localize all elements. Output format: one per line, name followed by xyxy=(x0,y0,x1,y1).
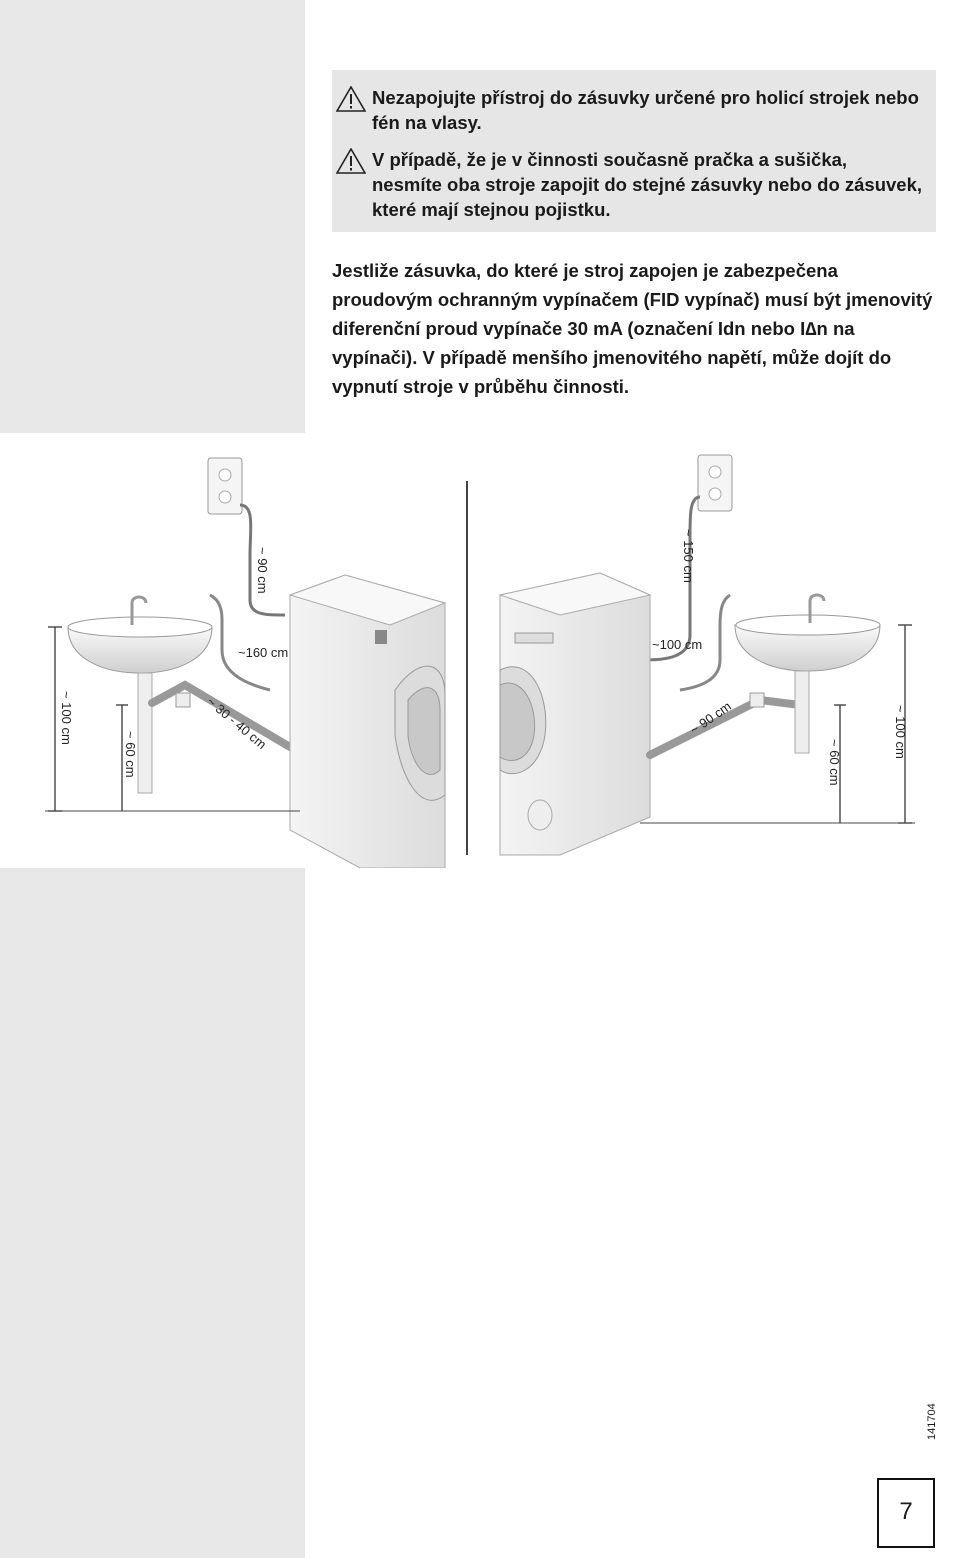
page-number: 7 xyxy=(899,1498,913,1525)
right-installation xyxy=(500,455,915,855)
page-number-box xyxy=(877,1478,935,1548)
left-sink-height-label: ~ 100 cm xyxy=(59,691,74,745)
right-sink-height-label: ~ 100 cm xyxy=(893,705,908,759)
warning-triangle-icon xyxy=(336,86,366,112)
washing-machine-icon xyxy=(290,575,445,868)
right-cable-length-label: ~100 cm xyxy=(652,637,703,652)
left-socket-height-label: ~ 90 cm xyxy=(255,547,270,594)
document-code: 141704 xyxy=(926,1403,938,1440)
sidebar-bottom xyxy=(0,868,305,1558)
body-paragraph: Jestliže zásuvka, do které je stroj zapojen je zabezpečena proudovým ochranným vypínačem (FID vypínač) musí být jmenovitý diferenční proud vypínače 30 mA (označení Idn nebo I∆n na vypínači). V případě menšího jmenovitého napětí, může dojít do vypnutí stroje v průběhu činnosti. xyxy=(332,260,933,397)
installation-diagram xyxy=(0,435,960,868)
warning-box xyxy=(332,70,936,232)
wall-socket-icon xyxy=(698,455,732,511)
right-socket-height-label: ~ 150 cm xyxy=(681,529,696,583)
left-installation xyxy=(45,458,445,868)
left-drain-height-label: ~ 60 cm xyxy=(123,731,138,778)
right-drain-length-label: ~ 90 cm xyxy=(687,698,734,738)
wall-socket-icon xyxy=(208,458,242,514)
left-drain-length-label: ~ 30 - 40 cm xyxy=(204,693,270,752)
sink-icon xyxy=(735,595,880,753)
left-cable-length-label: ~160 cm xyxy=(238,645,289,660)
warning-text: Nezapojujte přístroj do zásuvky určené pro holicí strojek nebo fén na vlasy. xyxy=(372,87,919,133)
sidebar-top xyxy=(0,0,305,433)
warning-text: V případě, že je v činnosti současně pračka a sušička, nesmíte oba stroje zapojit do stejné zásuvky nebo do zásuvek, které mají stejnou pojistku. xyxy=(372,149,923,220)
right-drain-height-label: ~ 60 cm xyxy=(827,739,842,786)
warning-triangle-icon xyxy=(336,148,366,174)
warning-item xyxy=(332,147,922,222)
washing-machine-icon xyxy=(500,573,650,855)
warning-item xyxy=(332,85,922,135)
